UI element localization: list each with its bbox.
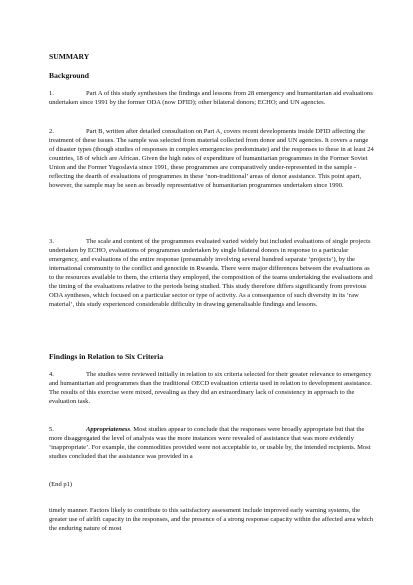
paragraph-number: 4. <box>49 371 54 378</box>
page-end-marker: (End p1) <box>49 481 73 488</box>
background-heading: Background <box>49 71 89 80</box>
paragraph-5 <box>49 425 375 461</box>
paragraph-number: 2. <box>49 128 54 135</box>
paragraph-text: The scale and content of the programmes evaluated varied widely but included evaluations of single projects undertaken by ECHO, evaluations of programmes undertaken by single bilateral donors in response to a particular emergency, and evaluations of the entire response (presumably involving several hundred separate ‘projects’), by the international community to the conflict and genocide in Rwanda. There were major differences between the evaluations as to the resources available to them, the criteria they employed, the composition of the teams undertaking the evaluations and the timing of the evaluations relative to the periods being studied. This study therefore differs significantly from previous ODA syntheses, which focused on a particular sector or type of activity. As a consequence of such diversity in its ‘raw material’, this study experienced considerable difficulty in drawing generalisable findings and lessons. <box>49 238 373 309</box>
paragraph-1 <box>49 89 375 107</box>
paragraph-number: 5. <box>49 426 54 433</box>
paragraph-text: The studies were reviewed initially in relation to six criteria selected for their greater relevance to emergency and humanitarian aid programmes than the traditional OECD evaluation criteria used in relation to development assistance. The results of this exercise were mixed, revealing as they did an extraordinary lack of consistency in approach to the evaluation task. <box>49 371 372 406</box>
summary-heading: SUMMARY <box>49 52 90 61</box>
paragraph-text: Part A of this study synthesises the findings and lessons from 28 emergency and humanitarian aid evaluations undertaken since 1991 by the former ODA (now DFID); other bilateral donors; ECHO; and UN agencies. <box>49 90 373 107</box>
criterion-term: Appropriateness <box>86 426 131 433</box>
paragraph-2 <box>49 127 375 190</box>
paragraph-number: 1. <box>49 90 54 97</box>
continuation-paragraph: timely manner. Factors likely to contribute to this satisfactory assessment include improved early warning systems, the greater use of airlift capacity in the responses, and the presence of a strong response capacity within the affected area which the enduring nature of most <box>49 507 373 533</box>
paragraph-text: Part B, written after detailed consultation on Part A, covers recent developments inside DFID affecting the treatment of these issues. The sample was selected from material collected from donor and UN agencies. It covers a range of disaster types (though studies of responses in complex emergencies predominate) and the responses to these in at least 24 countries, 18 of which are African. Given the high rates of expenditure of humanitarian programmes in the Former Soviet Union and the Former Yugoslavia since 1991, these programmes are comparatively under-represented in the sample - reflecting the dearth of evaluations of programmes in these ‘non-traditional’ areas of donor assistance. This point apart, however, the sample may be seen as broadly representative of humanitarian programmes undertaken since 1990. <box>49 128 374 190</box>
paragraph-4 <box>49 370 375 406</box>
findings-heading: Findings in Relation to Six Criteria <box>49 352 164 361</box>
paragraph-number: 3. <box>49 238 54 245</box>
paragraph-text: . Most studies appear to conclude that the responses were broadly appropriate but that the more disaggregated the level of analysis was the more instances were revealed of assistance that was more evidently ‘inappropriate’. For example, the commodities provided were not acceptable to, or usable by, the intended recipients. Most studies concluded that the assistance was provided in a <box>49 426 371 461</box>
paragraph-3 <box>49 237 375 309</box>
